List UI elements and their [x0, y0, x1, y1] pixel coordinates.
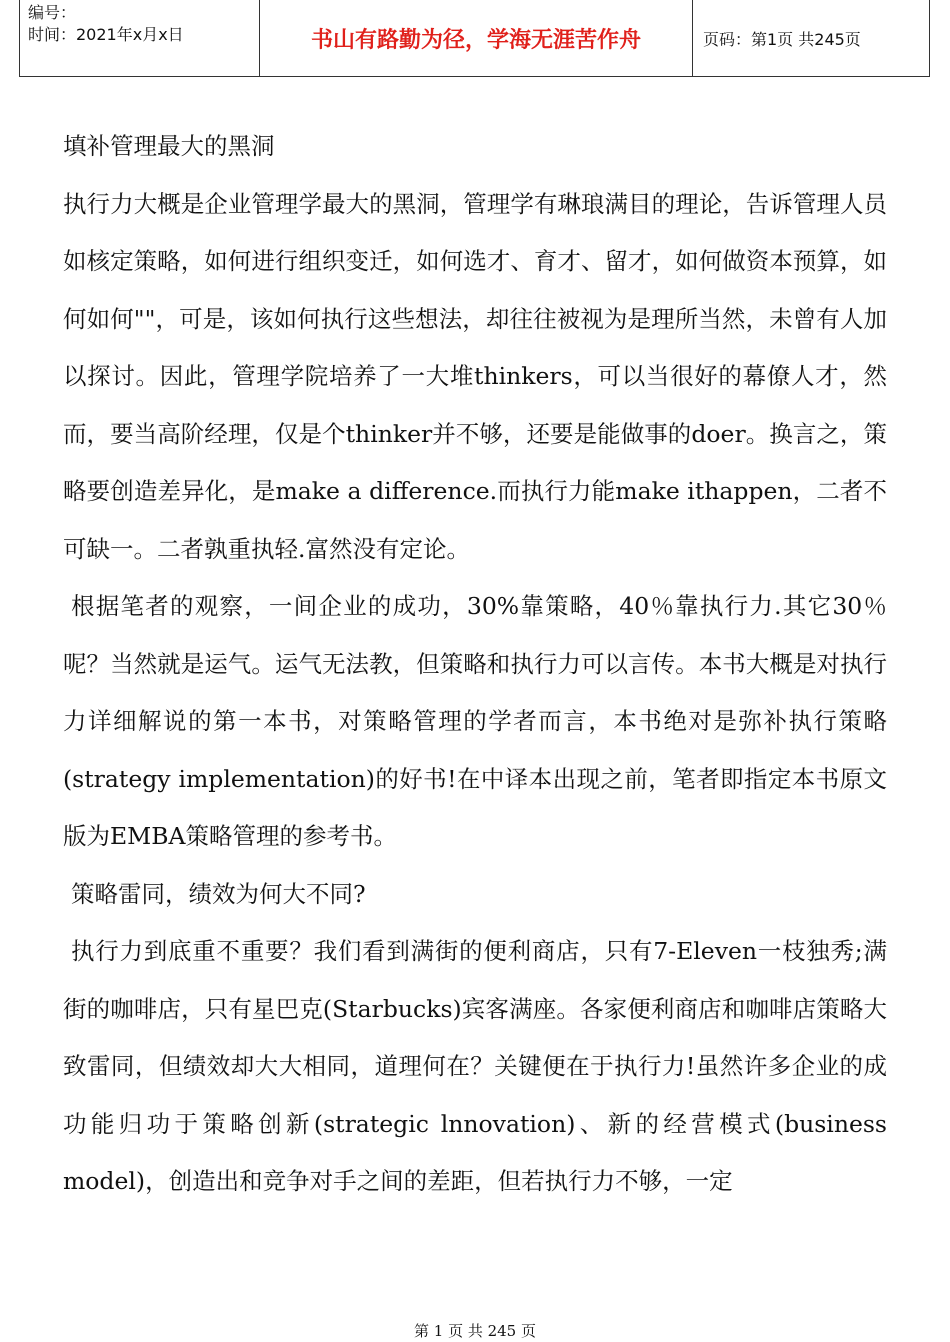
section-heading: 策略雷同，绩效为何大不同?	[71, 879, 366, 908]
body-paragraph: 执行力到底重不重要？我们看到满街的便利商店，只有7-Eleven一枝独秀;满街的咖啡店，只有星巴克(Starbucks)宾客满座。各家便利商店和咖啡店策略大致雷同，但绩效却大大相同，道理何在？关键便在于执行力!虽然许多企业的成功能归功于策略创新(strategic lnnovation)、新的经营模式(business model)，创造出和竞争对手之间的差距，但若执行力不够，一定	[63, 937, 887, 1195]
body-paragraph: 执行力大概是企业管理学最大的黑洞，管理学有琳琅满目的理论，告诉管理人员如核定策略，如何进行组织变迁，如何选才、育才、留才，如何做资本预算，如何如何""，可是，该如何执行这些想法，却往往被视为是理所当然，未曾有人加以探讨。因此，管理学院培养了一大堆thinkers，可以当很好的幕僚人才，然而，要当高阶经理，仅是个thinker并不够，还要是能做事的doer。换言之，策略要创造差异化，是make a difference.而执行力能make ithappen，二者不可缺一。二者孰重执轻.富然没有定论。	[63, 189, 887, 563]
header-page-label: 页码：第1页 共245页	[693, 0, 930, 77]
document-number-label: 编号：	[28, 3, 77, 22]
header-meta-cell	[20, 0, 260, 77]
document-date-label: 时间：2021年x月x日	[28, 25, 184, 44]
document-body	[63, 118, 887, 1211]
page-header	[19, 0, 930, 77]
body-paragraph: 根据笔者的观察，一间企业的成功，30%靠策略，40％靠执行力.其它30％呢？当然就是运气。运气无法教，但策略和执行力可以言传。本书大概是对执行力详细解说的第一本书，对策略管理的学者而言，本书绝对是弥补执行策略(strategy implementation)的好书!在中译本出现之前，笔者即指定本书原文版为EMBA策略管理的参考书。	[63, 592, 887, 850]
section-heading: 填补管理最大的黑洞	[63, 132, 275, 160]
page-footer: 第 1 页 共 245 页	[413, 1322, 536, 1340]
header-motto: 书山有路勤为径，学海无涯苦作舟	[260, 0, 693, 77]
